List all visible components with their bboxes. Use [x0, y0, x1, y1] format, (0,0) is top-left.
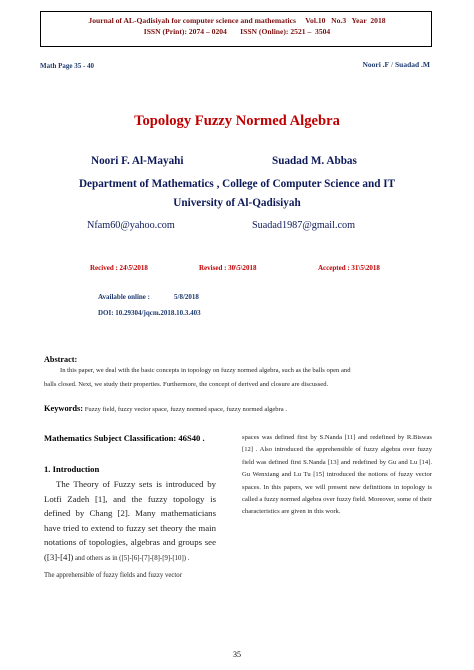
affiliation-department: Department of Mathematics , College of Computer Science and IT [78, 178, 396, 190]
running-header-left: Math Page 35 - 40 [40, 62, 95, 70]
running-header-right: Noori .F / Suadad .M [362, 60, 430, 69]
journal-header-line2: ISSN (Print): 2074 – 0204 ISSN (Online): 2521 – 3504 [143, 27, 331, 36]
subject-classification: Mathematics Subject Classification: 46S40 . [44, 433, 205, 443]
journal-header-line1: Journal of AL-Qadisiyah for computer science and mathematics Vol.10 No.3 Year 2018 [88, 16, 386, 25]
accepted-date: Accepted : 31\5\2018 [318, 264, 380, 272]
email-author-1[interactable]: Nfam60@yahoo.com [87, 220, 175, 231]
available-online-label: Available online : [98, 293, 150, 301]
author-2: Suadad M. Abbas [272, 155, 357, 167]
author-1: Noori F. Al-Mayahi [91, 155, 184, 167]
paper-title: Topology Fuzzy Normed Algebra [134, 113, 340, 129]
doi[interactable]: DOI: 10.29304/jqcm.2018.10.3.403 [98, 309, 201, 317]
received-date: Recived : 24\5\2018 [90, 264, 148, 272]
keywords-label: Keywords: [44, 404, 84, 413]
keywords [44, 404, 444, 413]
intro-right-column: spaces was defined first by S.Nanda [11] and redefined by R.Biswas [12] . Also introduced the apprehensible of fuzzy algebra over fuzzy field was defined first S.Nanda [13] and redefined by Gu and Lu [14]. Gu Wenxiang and Lu Tu [15] introduced the notions of fuzzy vector spaces. In this papers, we will present new definitions in topology is called a fuzzy normed algebra over fuzzy field. Moreover, some of their characteristics are given in this work. [242, 434, 432, 516]
intro-left-text: The Theory of Fuzzy sets is introduced by Lotfi Zadeh [1], and the fuzzy topology is defined by Chang [2]. Many mathematicians have tried to extend to fuzzy set theory the main notations of topologies, algebras and groups see ([3]-[4]) [44, 479, 216, 562]
abstract-heading: Abstract: [44, 355, 78, 364]
email-author-2[interactable]: Suadad1987@gmail.com [252, 220, 356, 231]
intro-left-small: and others as in ([5]-[6]-[7]-[8]-[9]-[10]) . [73, 554, 190, 562]
abstract-text [44, 364, 424, 391]
abstract-line-1: In this paper, we deal with the basic concepts in topology on fuzzy normed algebra, such as the balls open and [60, 367, 351, 374]
available-online-date: 5/8/2018 [174, 293, 199, 301]
intro-left-column [44, 477, 216, 583]
abstract-line-2: balls closed. Next, we study their properties. Furthermore, the concept of derived and closure are discussed. [44, 380, 329, 388]
keywords-text: Fuzzy field, fuzzy vector space, fuzzy normed space, fuzzy normed algebra . [83, 406, 288, 413]
page-number: 35 [233, 650, 241, 659]
affiliation-university: University of Al-Qadisiyah [173, 197, 301, 209]
intro-left-last: The apprehensible of fuzzy fields and fuzzy vector [44, 571, 182, 579]
revised-date: Revised : 30\5\2018 [199, 264, 257, 272]
section-heading-introduction: 1. Introduction [44, 464, 100, 474]
